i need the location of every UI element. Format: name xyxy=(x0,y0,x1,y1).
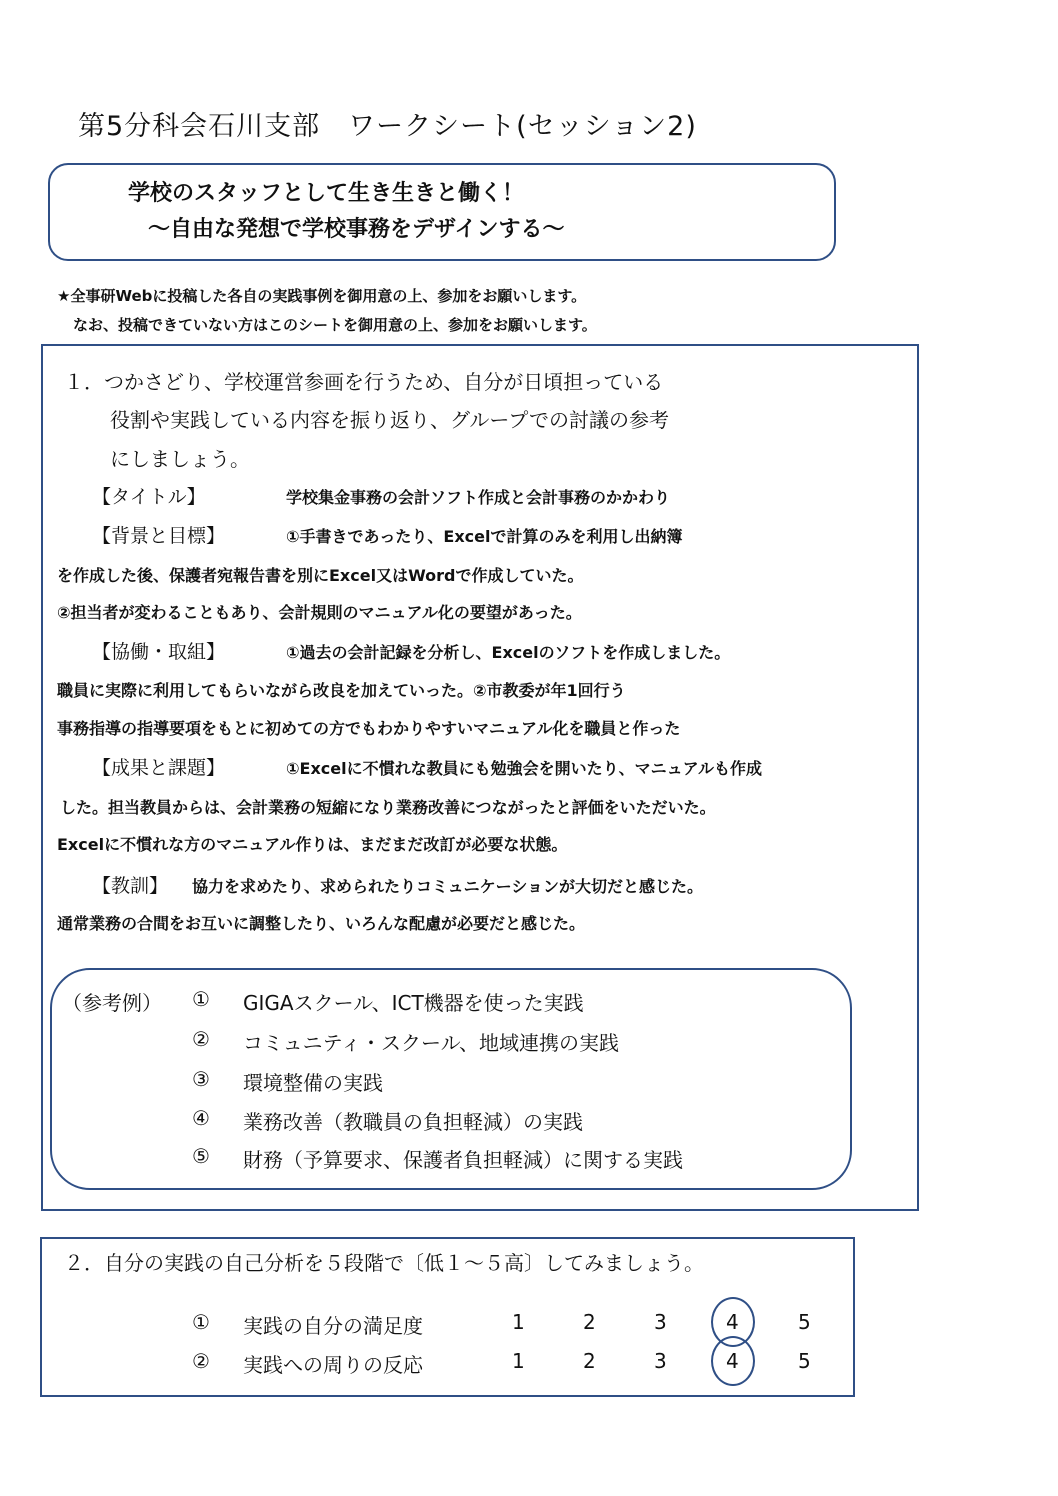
results-label: 【成果と課題】 xyxy=(92,757,226,779)
section1-question-line-3: にしましょう。 xyxy=(110,447,250,471)
section1-question-line-2: 役割や実践している内容を振り返り、グループでの討議の参考 xyxy=(110,408,669,432)
rating-2-selected-circle xyxy=(711,1336,755,1386)
rating-2-option-1[interactable]: 1 xyxy=(512,1349,525,1373)
lesson-line-1: 協力を求めたり、求められたりコミュニケーションが大切だと感じた。 xyxy=(192,877,704,896)
section2-question: ２．自分の実践の自己分析を５段階で〔低１～５高〕してみましょう。 xyxy=(64,1251,704,1275)
reference-label: （参考例） xyxy=(62,991,162,1015)
rating-2-option-4[interactable]: 4 xyxy=(726,1349,739,1373)
rating-1-option-1[interactable]: 1 xyxy=(512,1310,525,1334)
rating-2-option-5[interactable]: 5 xyxy=(798,1349,811,1373)
background-line-3: ②担当者が変わることもあり、会計規則のマニュアル化の要望があった。 xyxy=(57,603,582,622)
reference-num-4: ④ xyxy=(192,1106,210,1130)
note-line-2: なお、投稿できていない方はこのシートを御用意の上、参加をお願いします。 xyxy=(73,316,597,334)
note-line-1: ★全事研Webに投稿した各自の実践事例を御用意の上、参加をお願いします。 xyxy=(57,287,587,305)
section1-question-line-1: １．つかさどり、学校運営参画を行うため、自分が日頃担っている xyxy=(64,370,664,394)
title-label: 【タイトル】 xyxy=(92,486,206,508)
results-line-3: Excelに不慣れな方のマニュアル作りは、まだまだ改訂が必要な状態。 xyxy=(57,835,568,854)
rating-1-option-4[interactable]: 4 xyxy=(726,1310,739,1334)
collab-line-2: 職員に実際に利用してもらいながら改良を加えていった。②市教委が年1回行う xyxy=(57,681,626,700)
rating-label-2: 実践への周りの反応 xyxy=(243,1353,423,1377)
rating-num-2: ② xyxy=(192,1349,210,1373)
reference-num-3: ③ xyxy=(192,1067,210,1091)
collab-line-1: ①過去の会計記録を分析し、Excelのソフトを作成しました。 xyxy=(286,643,731,662)
theme-line-2: ～自由な発想で学校事務をデザインする～ xyxy=(148,217,565,242)
rating-1-option-3[interactable]: 3 xyxy=(654,1310,667,1334)
background-line-2: を作成した後、保護者宛報告書を別にExcel又はWordで作成していた。 xyxy=(57,566,584,585)
rating-num-1: ① xyxy=(192,1310,210,1334)
lesson-line-2: 通常業務の合間をお互いに調整したり、いろんな配慮が必要だと感じた。 xyxy=(57,914,586,933)
reference-item-3: 環境整備の実践 xyxy=(243,1071,383,1095)
title-value: 学校集金事務の会計ソフト作成と会計事務のかかわり xyxy=(286,488,671,507)
reference-item-2: コミュニティ・スクール、地域連携の実践 xyxy=(243,1031,619,1055)
rating-2-option-3[interactable]: 3 xyxy=(654,1349,667,1373)
worksheet-title: 第5分科会石川支部 ワークシート(セッション2) xyxy=(78,111,697,142)
background-line-1: ①手書きであったり、Excelで計算のみを利用し出納簿 xyxy=(286,527,683,546)
rating-1-option-2[interactable]: 2 xyxy=(583,1310,596,1334)
results-line-2: した。担当教員からは、会計業務の短縮になり業務改善につながったと評価をいただいた。 xyxy=(60,798,716,817)
reference-num-5: ⑤ xyxy=(192,1144,210,1168)
reference-num-2: ② xyxy=(192,1027,210,1051)
reference-item-1: GIGAスクール、ICT機器を使った実践 xyxy=(243,991,584,1015)
reference-num-1: ① xyxy=(192,987,210,1011)
results-line-1: ①Excelに不慣れな教員にも勉強会を開いたり、マニュアルも作成 xyxy=(286,759,762,778)
rating-label-1: 実践の自分の満足度 xyxy=(243,1314,423,1338)
lesson-label: 【教訓】 xyxy=(92,875,169,897)
rating-1-option-5[interactable]: 5 xyxy=(798,1310,811,1334)
theme-line-1: 学校のスタッフとして生き生きと働く！ xyxy=(128,181,525,206)
collab-line-3: 事務指導の指導要項をもとに初めての方でもわかりやすいマニュアル化を職員と作った xyxy=(57,719,681,738)
reference-item-4: 業務改善（教職員の負担軽減）の実践 xyxy=(243,1110,583,1134)
rating-2-option-2[interactable]: 2 xyxy=(583,1349,596,1373)
collab-label: 【協働・取組】 xyxy=(92,641,226,663)
reference-item-5: 財務（予算要求、保護者負担軽減）に関する実践 xyxy=(243,1148,683,1172)
background-label: 【背景と目標】 xyxy=(92,525,226,547)
